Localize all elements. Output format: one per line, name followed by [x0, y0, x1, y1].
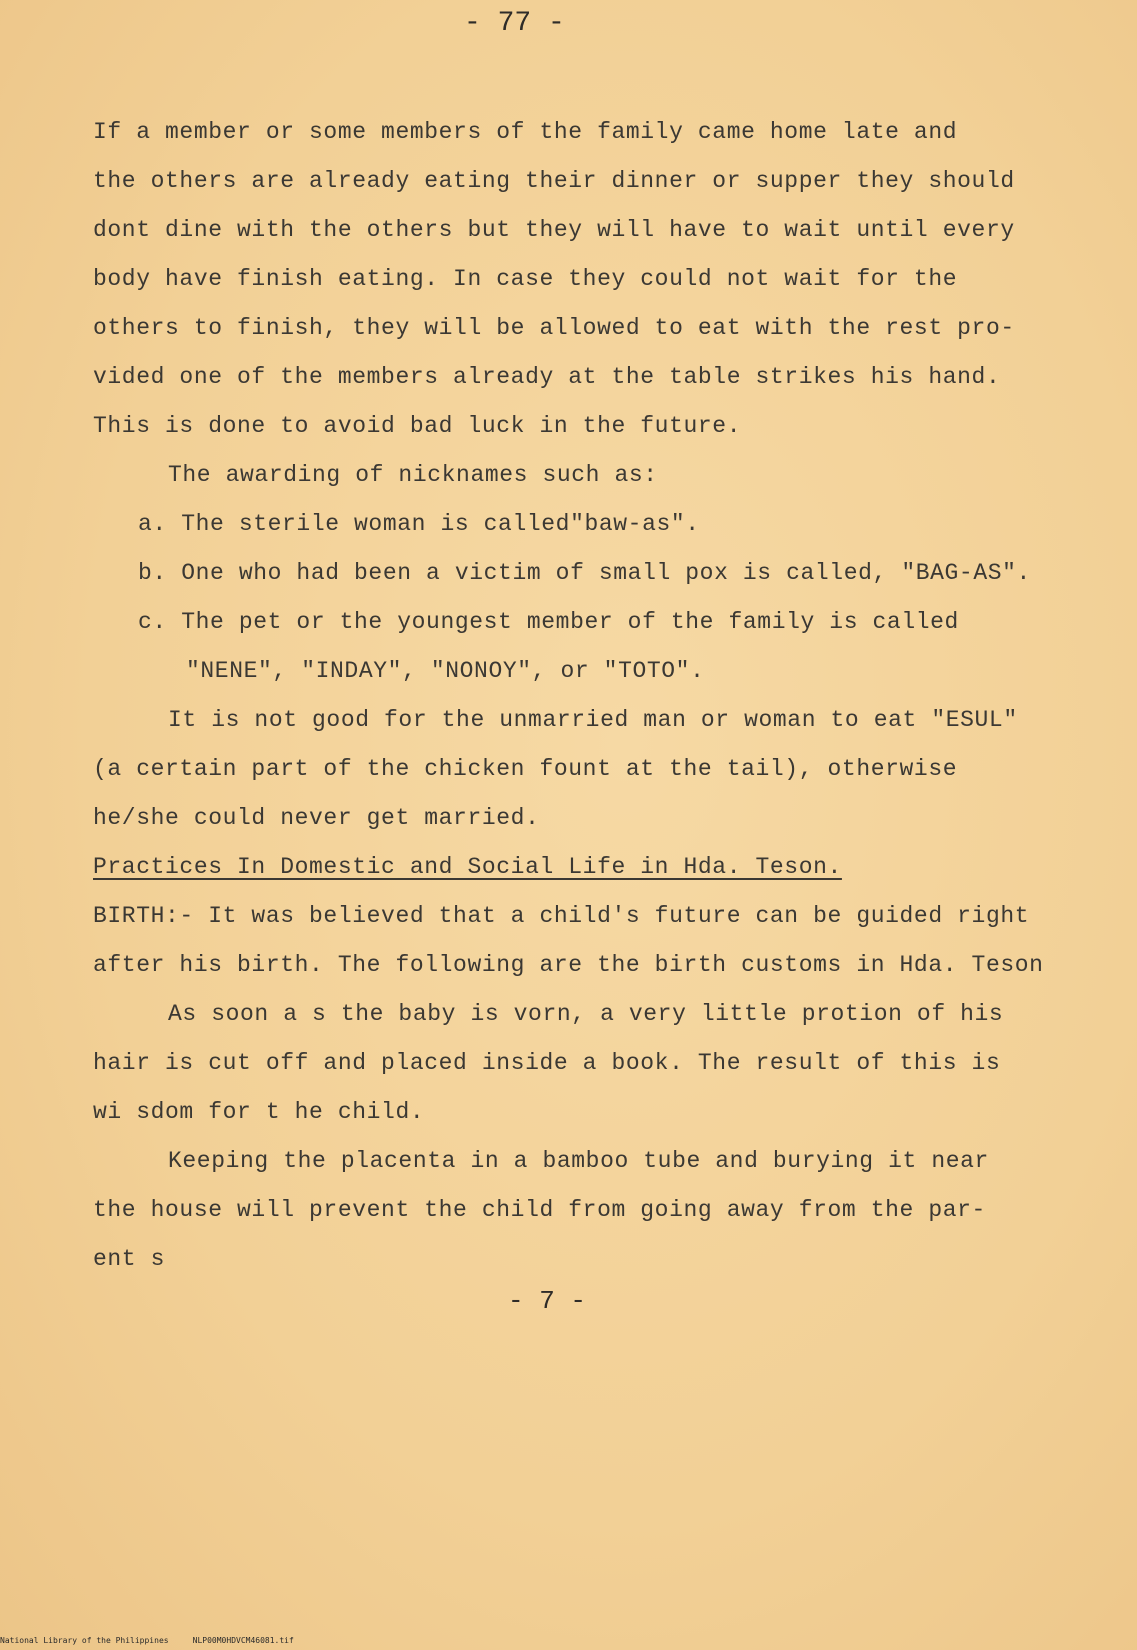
list-item-a: a. The sterile woman is called"baw-as".: [138, 511, 700, 537]
text-line-18: after his birth. The following are the birth customs in Hda. Teson: [93, 952, 1044, 978]
text-line-5: others to finish, they will be allowed to eat with the rest pro-: [93, 315, 1015, 341]
text-line-22: Keeping the placenta in a bamboo tube and burying it near: [168, 1148, 989, 1174]
text-line-21: wi sdom for t he child.: [93, 1099, 425, 1125]
text-line-24: ent s: [93, 1246, 166, 1272]
page-number-bottom: - 7 -: [508, 1286, 587, 1316]
text-line-19: As soon a s the baby is vorn, a very little protion of his: [168, 1001, 1004, 1027]
text-line-15: he/she could never get married.: [93, 805, 540, 831]
text-line-2: the others are already eating their dinner or supper they should: [93, 168, 1015, 194]
text-line-23: the house will prevent the child from going away from the par-: [93, 1197, 986, 1223]
text-line-6: vided one of the members already at the table strikes his hand.: [93, 364, 1001, 390]
list-item-b: b. One who had been a victim of small pox is called, "BAG-AS".: [138, 560, 1031, 586]
text-line-3: dont dine with the others but they will have to wait until every: [93, 217, 1015, 243]
archive-footer: National Library of the Philippines NLP00M0HDVCM46081.tif: [0, 1636, 294, 1645]
list-item-c: c. The pet or the youngest member of the family is called: [138, 609, 959, 635]
text-line-20: hair is cut off and placed inside a book. The result of this is: [93, 1050, 1001, 1076]
text-line-14: (a certain part of the chicken fount at the tail), otherwise: [93, 756, 958, 782]
text-line-17: BIRTH:- It was believed that a child's future can be guided right: [93, 903, 1030, 929]
list-item-c-continued: "NENE", "INDAY", "NONOY", or "TOTO".: [186, 658, 705, 684]
text-line-8: The awarding of nicknames such as:: [168, 462, 658, 488]
text-line-1: If a member or some members of the family came home late and: [93, 119, 958, 145]
text-line-7: This is done to avoid bad luck in the future.: [93, 413, 742, 439]
section-heading: Practices In Domestic and Social Life in Hda. Teson.: [93, 854, 842, 880]
text-line-4: body have finish eating. In case they could not wait for the: [93, 266, 958, 292]
page-number-top: - 77 -: [464, 8, 565, 39]
text-line-13: It is not good for the unmarried man or woman to eat "ESUL": [168, 707, 1018, 733]
